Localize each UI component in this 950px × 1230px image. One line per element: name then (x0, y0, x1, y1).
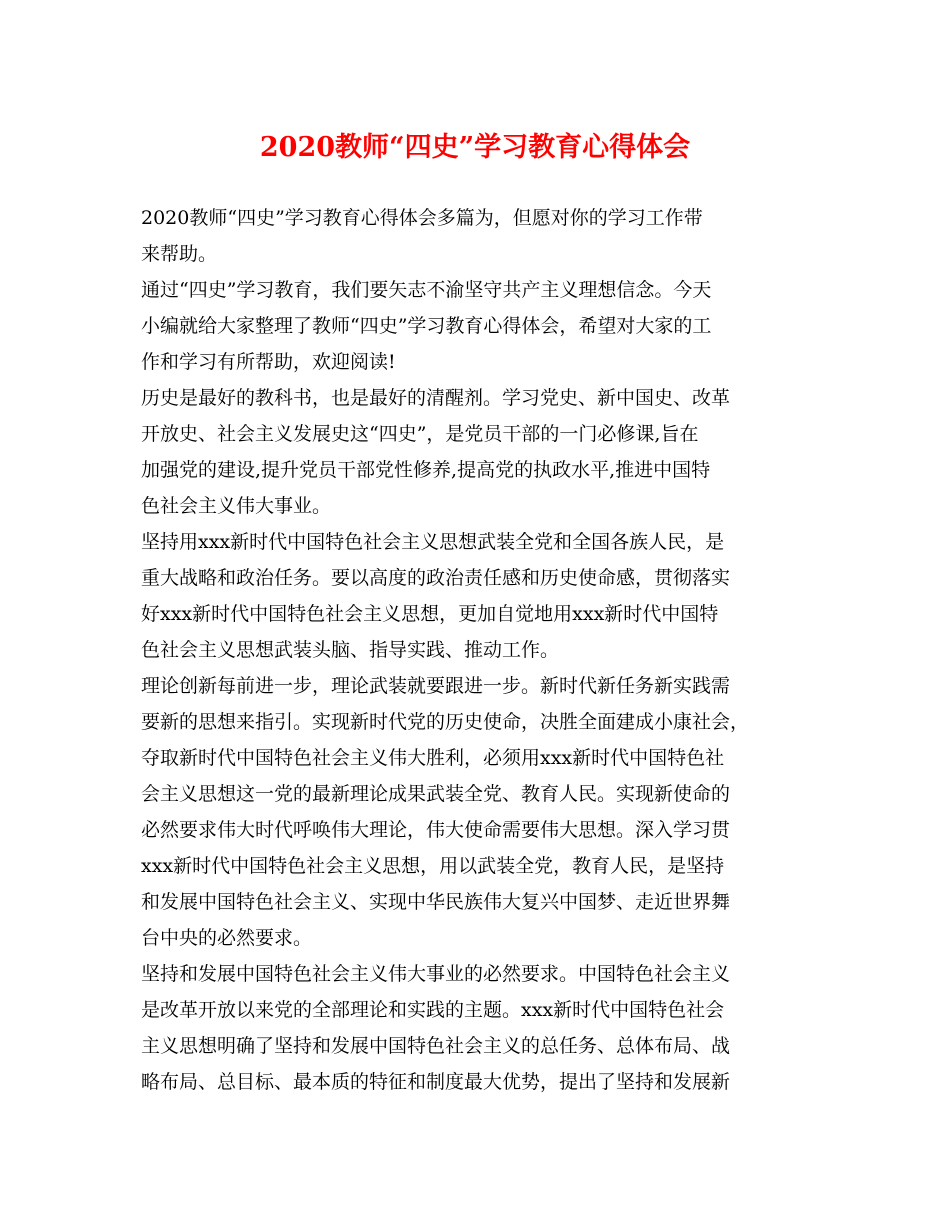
text-line: 通过“四史”学习教育，我们要矢志不渝坚守共产主义理想信念。今天 (141, 279, 712, 301)
text-line: 色社会主义伟大事业。 (141, 495, 332, 517)
text-line: 要新的思想来指引。实现新时代党的历史使命，决胜全面建成小康社会， (141, 711, 750, 733)
text-line: 作和学习有所帮助，欢迎阅读! (141, 351, 396, 373)
text-line: 主义思想明确了坚持和发展中国特色社会主义的总任务、总体布局、战 (141, 1035, 731, 1057)
document-title: 2020教师“四史”学习教育心得体会 (259, 132, 691, 163)
text-line: 开放史、社会主义发展史这“四史”，是党员干部的一门必修课,旨在 (141, 423, 699, 445)
text-line: 小编就给大家整理了教师“四史”学习教育心得体会，希望对大家的工 (141, 315, 712, 337)
text-line: 夺取新时代中国特色社会主义伟大胜利，必须用xxx新时代中国特色社 (141, 747, 725, 769)
text-line: xxx新时代中国特色社会主义思想，用以武装全党，教育人民，是坚持 (141, 855, 725, 877)
text-line: 重大战略和政治任务。要以高度的政治责任感和历史使命感，贯彻落实 (141, 567, 731, 589)
text-line: 历史是最好的教科书，也是最好的清醒剂。学习党史、新中国史、改革 (141, 387, 731, 409)
text-line: 理论创新每前进一步，理论武装就要跟进一步。新时代新任务新实践需 (141, 675, 731, 697)
text-line: 加强党的建设,提升党员干部党性修养,提高党的执政水平,推进中国特 (141, 459, 711, 481)
text-line: 台中央的必然要求。 (141, 927, 313, 949)
text-line: 必然要求伟大时代呼唤伟大理论，伟大使命需要伟大思想。深入学习贯 (141, 819, 731, 841)
text-line: 来帮助。 (141, 243, 218, 265)
text-line: 好xxx新时代中国特色社会主义思想，更加自觉地用xxx新时代中国特 (141, 603, 719, 625)
document-body (141, 200, 821, 1100)
text-line: 是改革开放以来党的全部理论和实践的主题。xxx新时代中国特色社会 (141, 999, 725, 1021)
text-line: 和发展中国特色社会主义、实现中华民族伟大复兴中国梦、走近世界舞 (141, 891, 731, 913)
text-line: 色社会主义思想武装头脑、指导实践、推动工作。 (141, 639, 560, 661)
text-line: 略布局、总目标、最本质的特征和制度最大优势，提出了坚持和发展新 (141, 1071, 731, 1093)
text-line: 2020教师“四史”学习教育心得体会多篇为，但愿对你的学习工作带 (141, 207, 703, 229)
text-line: 坚持和发展中国特色社会主义伟大事业的必然要求。中国特色社会主义 (141, 963, 731, 985)
text-line: 坚持用xxx新时代中国特色社会主义思想武装全党和全国各族人民，是 (141, 531, 725, 553)
text-line: 会主义思想这一党的最新理论成果武装全党、教育人民。实现新使命的 (141, 783, 731, 805)
